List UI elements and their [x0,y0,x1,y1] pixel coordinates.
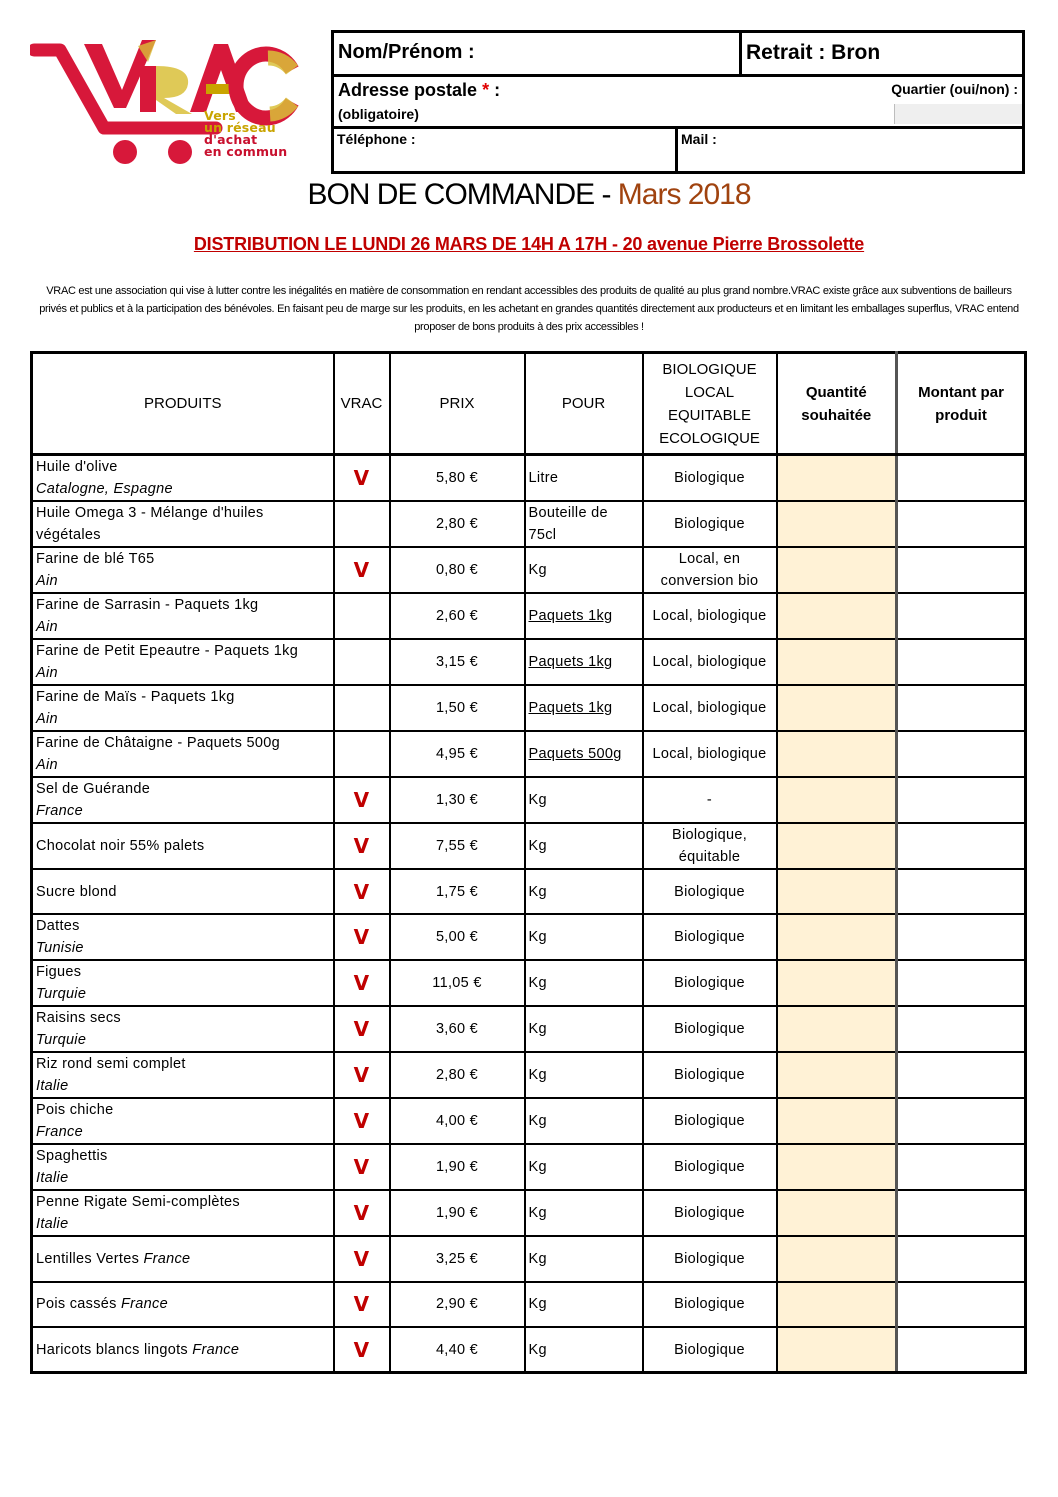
product-origin: Tunisie [36,940,84,957]
product-cell [32,869,334,914]
product-origin: Italie [36,1170,69,1187]
vrac-cell [334,960,390,1006]
product-name: Figues [36,964,82,981]
product-cell [32,1327,334,1372]
contact-form [331,30,1025,174]
unit-cell: Kg [525,960,643,1006]
name-field[interactable]: Nom/Prénom : [334,33,742,74]
address-field[interactable] [331,77,1025,129]
product-name: Farine de Châtaigne - Paquets 500g [36,735,280,751]
col-header-labels: BIOLOGIQUE LOCAL EQUITABLE ECOLOGIQUE [643,353,777,455]
product-origin: Turquie [36,986,87,1003]
product-name: Riz rond semi complet [36,1056,186,1073]
contact-row-name [331,30,1025,77]
order-rows [32,455,1026,1373]
product-name: Raisins secs [36,1010,121,1027]
price-cell: 3,60 € [390,1006,525,1052]
table-row [32,869,1026,914]
product-cell [32,639,334,685]
quantity-input[interactable] [777,1190,897,1236]
quantity-input[interactable] [777,914,897,960]
vrac-cell [334,685,390,731]
quantity-input[interactable] [777,1052,897,1098]
table-row [32,960,1026,1006]
product-cell [32,455,334,502]
vrac-mark-icon: V [353,1247,370,1272]
vrac-mark-icon: V [353,1109,370,1134]
quantity-input[interactable] [777,1282,897,1327]
product-name: Pois chiche [36,1102,114,1119]
quantity-input[interactable] [777,547,897,593]
table-row [32,1052,1026,1098]
product-cell [32,731,334,777]
vrac-cell [334,823,390,869]
table-row [32,823,1026,869]
vrac-cell [334,869,390,914]
product-name: Huile Omega 3 - Mélange d'huiles végétales [36,505,264,543]
amount-cell [897,1236,1026,1281]
product-cell [32,823,334,869]
product-cell [32,1190,334,1236]
product-name: Lentilles Vertes [36,1251,144,1268]
table-row [32,1327,1026,1372]
product-cell [32,1052,334,1098]
col-header-produits: PRODUITS [32,353,334,455]
amount-cell [897,960,1026,1006]
product-origin: Catalogne, Espagne [36,481,173,497]
price-cell: 3,25 € [390,1236,525,1281]
amount-cell [897,685,1026,731]
association-intro: VRAC est une association qui vise à lutter contre les inégalités en matière de consommation en rendant accessibles des produits de qualité au plus grand nombre.VRAC existe grâce aux subventions de bailleurs privés et publics et à la participation des bénévoles. En faisant peu de marge sur les produits, en les achetant en grandes quantités directement aux producteurs et en limitant les emballages superflus, VRAC entend proposer de bons produits à des prix accessibles ! [39,285,1019,333]
product-cell [32,1282,334,1327]
product-name: Sel de Guérande [36,781,151,797]
price-cell: 1,75 € [390,869,525,914]
unit-cell: Paquets 500g [525,731,643,777]
table-row [32,1098,1026,1144]
quantity-input[interactable] [777,1327,897,1372]
quantity-input[interactable] [777,1006,897,1052]
unit-cell: Bouteille de 75cl [525,501,643,547]
amount-cell [897,547,1026,593]
table-row [32,639,1026,685]
amount-cell [897,455,1026,502]
price-cell: 1,90 € [390,1190,525,1236]
product-origin: Ain [36,757,58,773]
unit-cell: Kg [525,1190,643,1236]
product-name: Dattes [36,918,80,935]
price-cell: 11,05 € [390,960,525,1006]
distribution-notice: DISTRIBUTION LE LUNDI 26 MARS DE 14H A 17H - 20 avenue Pierre Brossolette [193,234,865,254]
vrac-mark-icon: V [353,1063,370,1088]
vrac-mark-icon: V [353,1155,370,1180]
product-name: Haricots blancs lingots [36,1341,193,1358]
vrac-mark-icon: V [353,466,370,490]
col-header-pour: POUR [525,353,643,455]
amount-cell [897,501,1026,547]
vrac-mark-icon: V [353,879,370,904]
product-origin: Ain [36,711,58,727]
product-origin: France [192,1341,240,1358]
product-cell [32,960,334,1006]
table-row [32,914,1026,960]
unit-cell: Kg [525,1144,643,1190]
vrac-cell [334,501,390,547]
unit-cell: Litre [525,455,643,502]
price-cell: 2,90 € [390,1282,525,1327]
mail-field[interactable]: Mail : [681,131,717,147]
amount-cell [897,639,1026,685]
table-row [32,1144,1026,1190]
product-cell [32,1098,334,1144]
quantity-input[interactable] [777,1236,897,1281]
label-cell: Local, biologique [643,731,777,777]
product-origin: France [36,803,83,819]
table-row [32,1236,1026,1281]
label-cell: Biologique [643,1236,777,1281]
label-cell: Biologique [643,1190,777,1236]
vrac-cell [334,1144,390,1190]
unit-cell: Paquets 1kg [525,685,643,731]
page-title: BON DE COMMANDE - Mars 2018 [307,178,751,211]
product-cell [32,914,334,960]
label-cell: Local, en conversion bio [643,547,777,593]
product-origin: Italie [36,1216,69,1233]
label-cell: Biologique [643,1144,777,1190]
quantity-input[interactable] [777,777,897,823]
vrac-cell [334,1327,390,1372]
product-name: Spaghettis [36,1148,108,1165]
unit-cell: Paquets 1kg [525,639,643,685]
label-cell: Biologique, équitable [643,823,777,869]
quantity-input[interactable] [777,869,897,914]
product-cell [32,1144,334,1190]
vrac-mark-icon: V [353,1201,370,1226]
unit-cell: Kg [525,1098,643,1144]
unit-cell: Paquets 1kg [525,593,643,639]
quantity-input[interactable] [777,960,897,1006]
table-row [32,455,1026,502]
table-row [32,685,1026,731]
quantity-input[interactable] [777,1098,897,1144]
table-row [32,1282,1026,1327]
label-cell: Biologique [643,1327,777,1372]
unit-cell: Kg [525,1282,643,1327]
product-cell [32,1236,334,1281]
product-origin: France [121,1296,168,1313]
price-cell: 2,60 € [390,593,525,639]
vrac-cell [334,1190,390,1236]
label-cell: Biologique [643,455,777,502]
product-name: Sucre blond [36,883,117,900]
label-cell: Biologique [643,501,777,547]
vrac-mark-icon: V [353,788,370,812]
pickup-location: Retrait : Bron [746,41,881,64]
table-row [32,593,1026,639]
table-header-row [32,353,1026,455]
vrac-mark-icon: V [353,834,370,858]
unit-cell: Kg [525,914,643,960]
product-name: Farine de Sarrasin - Paquets 1kg [36,597,259,613]
vrac-mark-icon: V [353,1017,370,1042]
table-row [32,777,1026,823]
title-month: Mars 2018 [617,178,751,211]
vrac-cell [334,914,390,960]
amount-cell [897,869,1026,914]
vrac-mark-icon: V [353,925,370,950]
address-required-note: (obligatoire) [338,106,419,122]
product-cell [32,593,334,639]
unit-cell: Kg [525,869,643,914]
table-row [32,731,1026,777]
product-name: Farine de Petit Epeautre - Paquets 1kg [36,643,299,659]
price-cell: 1,50 € [390,685,525,731]
amount-cell [897,1006,1026,1052]
quantity-input[interactable] [777,823,897,869]
product-name: Farine de blé T65 [36,551,155,567]
product-origin: France [143,1251,191,1268]
price-cell: 1,30 € [390,777,525,823]
label-cell: Biologique [643,1006,777,1052]
vrac-mark-icon: V [353,1337,370,1362]
order-table [30,351,1027,1374]
label-cell: Local, biologique [643,593,777,639]
vrac-cell [334,1098,390,1144]
label-cell: Biologique [643,914,777,960]
quantity-input[interactable] [777,731,897,777]
col-header-vrac: VRAC [334,353,390,455]
unit-cell: Kg [525,1052,643,1098]
vrac-cell [334,593,390,639]
amount-cell [897,1098,1026,1144]
product-name: Pois cassés [36,1296,121,1313]
address-label: Adresse postale * : [338,80,501,100]
amount-cell [897,1052,1026,1098]
col-header-quantite: Quantité souhaitée [777,353,897,455]
label-cell: Biologique [643,869,777,914]
quartier-input[interactable] [894,104,1022,124]
product-name: Penne Rigate Semi-complètes [36,1194,240,1211]
table-row [32,1190,1026,1236]
product-cell [32,685,334,731]
vrac-cell [334,1282,390,1327]
vrac-mark-icon: V [353,558,370,582]
vrac-cell [334,639,390,685]
amount-cell [897,593,1026,639]
vrac-cell [334,547,390,593]
product-origin: Ain [36,573,58,589]
product-origin: Ain [36,619,58,635]
unit-cell: Kg [525,547,643,593]
price-cell: 2,80 € [390,1052,525,1098]
price-cell: 1,90 € [390,1144,525,1190]
vrac-cell [334,731,390,777]
amount-cell [897,1327,1026,1372]
amount-cell [897,823,1026,869]
quartier-label: Quartier (oui/non) : [891,81,1018,97]
product-cell [32,547,334,593]
label-cell: Biologique [643,1098,777,1144]
vrac-logo [30,32,300,168]
price-cell: 0,80 € [390,547,525,593]
quantity-input[interactable] [777,501,897,547]
quantity-input[interactable] [777,593,897,639]
vrac-cell [334,777,390,823]
price-cell: 7,55 € [390,823,525,869]
label-cell: Local, biologique [643,639,777,685]
price-cell: 4,00 € [390,1098,525,1144]
table-row [32,1006,1026,1052]
col-header-prix: PRIX [390,353,525,455]
amount-cell [897,1282,1026,1327]
amount-cell [897,914,1026,960]
unit-cell: Kg [525,823,643,869]
unit-cell: Kg [525,1236,643,1281]
label-cell: Local, biologique [643,685,777,731]
product-origin: Turquie [36,1032,87,1049]
product-cell [32,1006,334,1052]
price-cell: 5,00 € [390,914,525,960]
product-origin: Ain [36,665,58,681]
product-name: Huile d'olive [36,459,118,475]
amount-cell [897,731,1026,777]
quantity-input[interactable] [777,455,897,502]
price-cell: 3,15 € [390,639,525,685]
table-row [32,501,1026,547]
price-cell: 4,40 € [390,1327,525,1372]
product-name: Farine de Maïs - Paquets 1kg [36,689,235,705]
quantity-input[interactable] [777,1144,897,1190]
quantity-input[interactable] [777,639,897,685]
label-cell: Biologique [643,1282,777,1327]
contact-row-phone-mail [331,129,1025,174]
price-cell: 5,80 € [390,455,525,502]
logo-tagline: Vers un réseau d'achat en commun [204,108,288,159]
vrac-cell [334,1052,390,1098]
price-cell: 4,95 € [390,731,525,777]
price-cell: 2,80 € [390,501,525,547]
product-origin: France [36,1124,83,1141]
product-cell [32,777,334,823]
quantity-input[interactable] [777,685,897,731]
amount-cell [897,1190,1026,1236]
vrac-cell [334,455,390,502]
product-cell [32,501,334,547]
unit-cell: Kg [525,1006,643,1052]
vrac-cell [334,1236,390,1281]
vrac-mark-icon: V [353,971,370,996]
phone-field[interactable]: Téléphone : [334,129,678,171]
table-row [32,547,1026,593]
vrac-cell [334,1006,390,1052]
amount-cell [897,777,1026,823]
product-name: Chocolat noir 55% palets [36,838,205,854]
label-cell: Biologique [643,1052,777,1098]
unit-cell: Kg [525,1327,643,1372]
product-origin: Italie [36,1078,69,1095]
label-cell: - [643,777,777,823]
vrac-mark-icon: V [353,1292,370,1317]
required-asterisk: * [482,80,490,100]
amount-cell [897,1144,1026,1190]
col-header-montant: Montant par produit [897,353,1026,455]
unit-cell: Kg [525,777,643,823]
label-cell: Biologique [643,960,777,1006]
